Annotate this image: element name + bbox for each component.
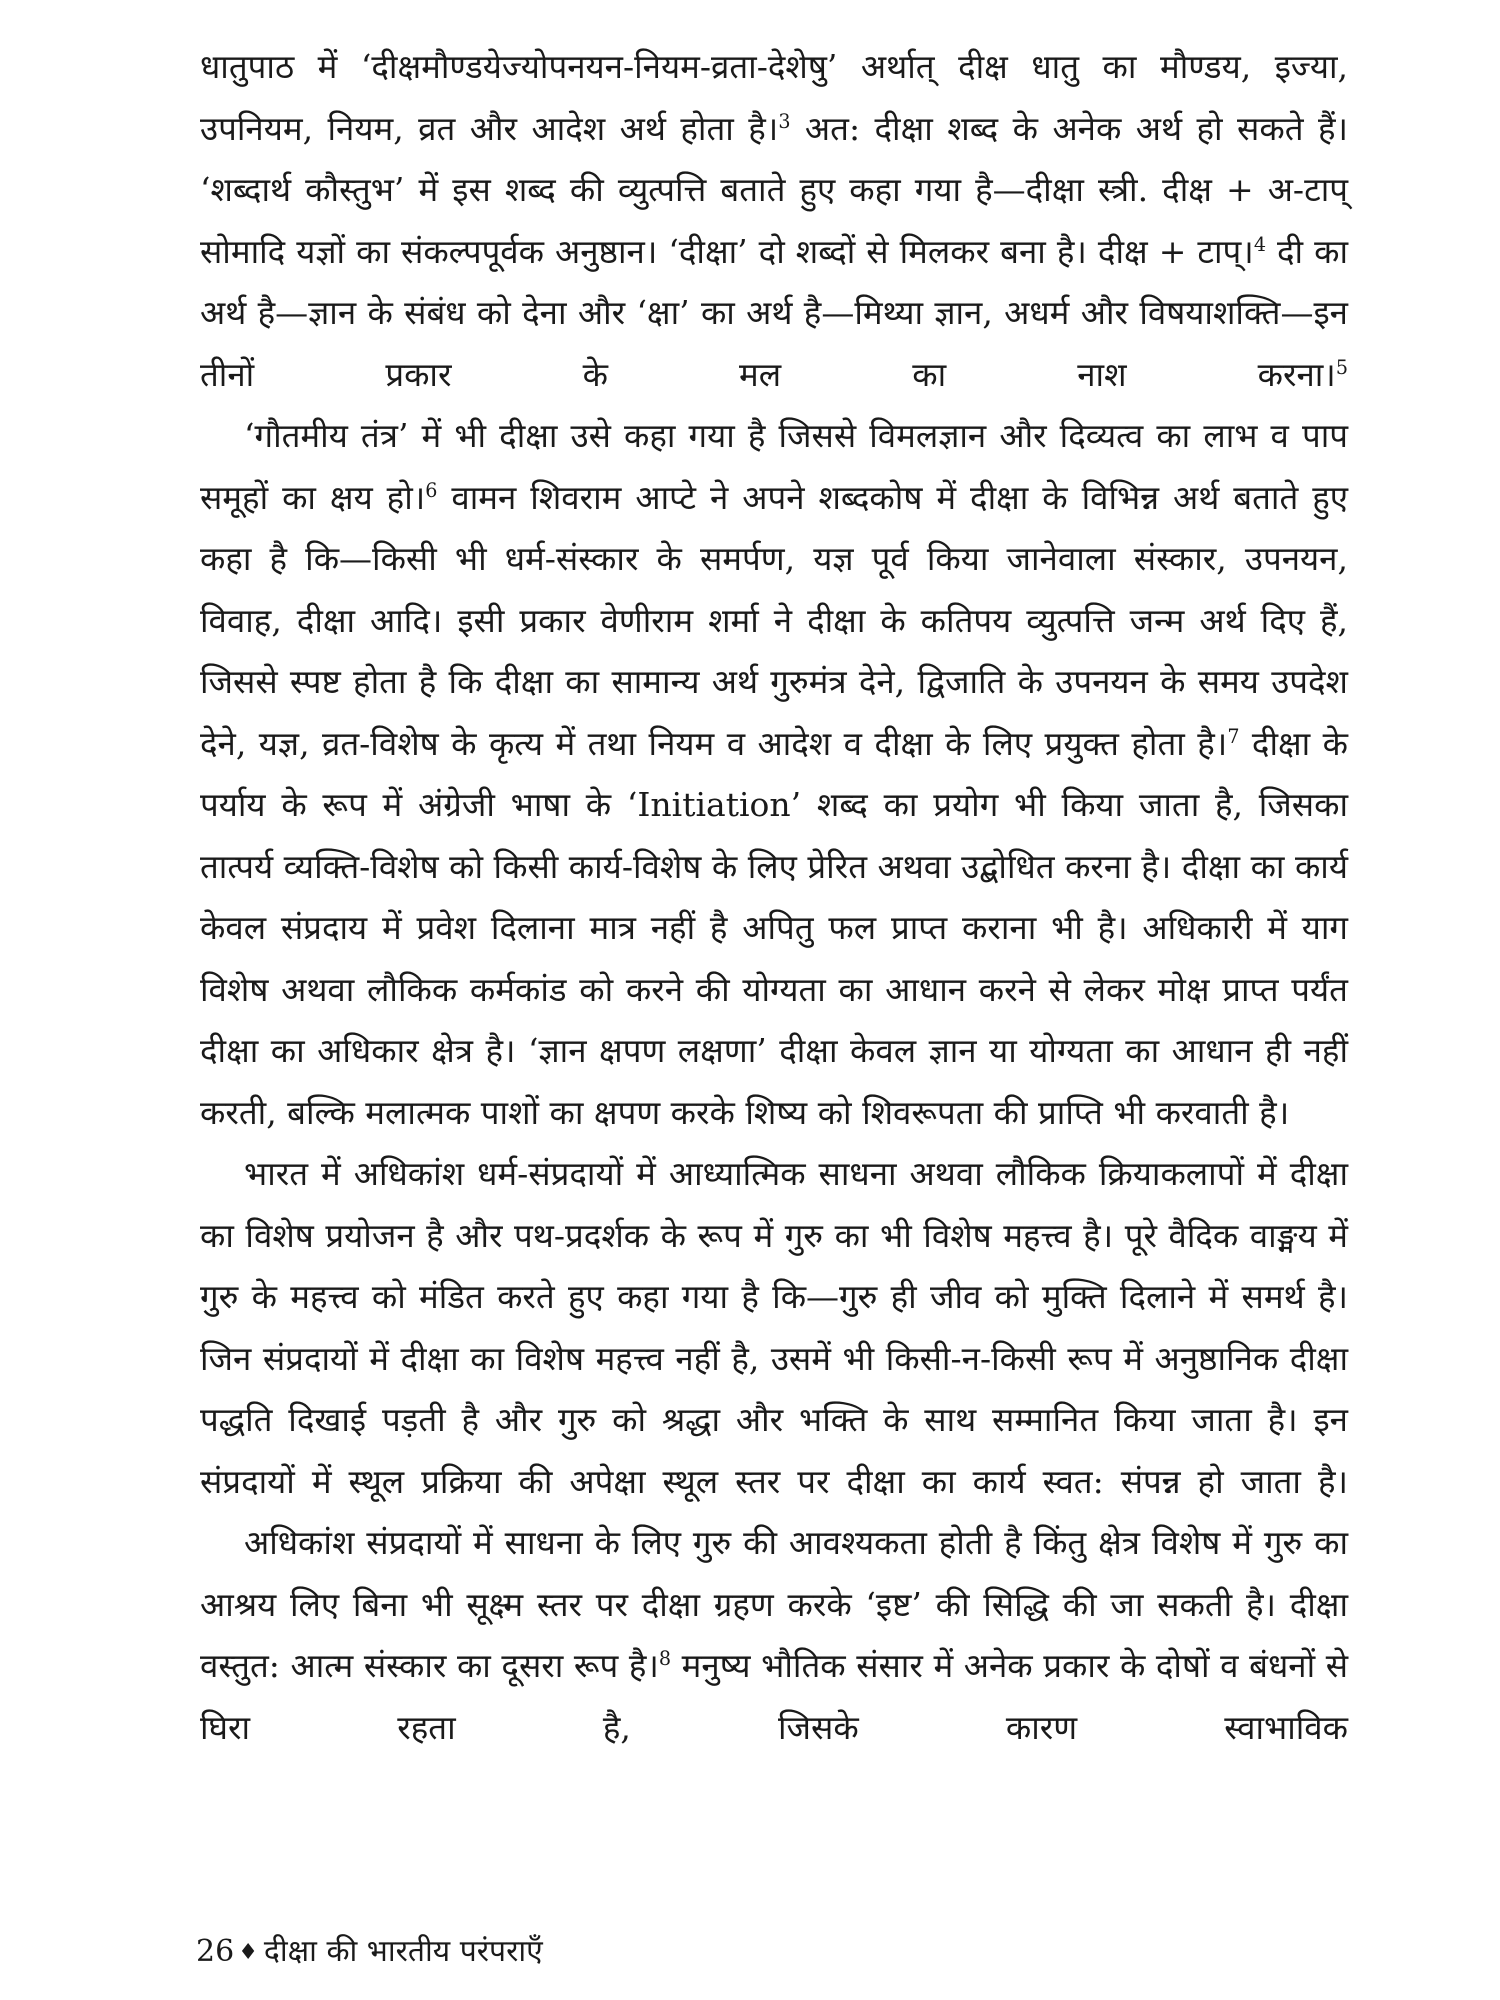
footnote-ref-5: 5 [1335, 355, 1348, 379]
footnote-ref-4: 4 [1253, 232, 1266, 256]
paragraph-text: अधिकांश संप्रदायों में साधना के लिए गुरु की आवश्यकता होती है किंतु क्षेत्र विशेष में गुरु का आश्रय लिए बिना भी सूक्ष्म स्तर पर दीक्षा ग्रहण करके ‘इष्ट’ की सिद्धि की जा सकती है। दीक्षा वस्तुत: आत्म संस्कार का दूसरा रूप है। [200, 1523, 1348, 1685]
paragraph-text: मनुष्य भौतिक संसार में अनेक प्रकार के दोषों व बंधनों से घिरा रहता है, जिसके कारण स्वाभाविक [200, 1646, 1349, 1747]
paragraph-text: ‘गौतमीय तंत्र’ में भी दीक्षा उसे कहा गया है जिससे विमलज्ञान और दिव्यत्व का लाभ व पाप समूहों का क्षय हो। [200, 416, 1348, 517]
paragraph-text: दी का अर्थ है—ज्ञान के संबंध को देना और ‘क्षा’ का अर्थ है—मिथ्या ज्ञान, अधर्म और विषयाशक्ति—इन तीनों प्रकार के मल का नाश करना। [200, 231, 1348, 394]
footnote-ref-3: 3 [778, 109, 791, 133]
paragraph-text: भारत में अधिकांश धर्म-संप्रदायों में आध्यात्मिक साधना अथवा लौकिक क्रियाकलापों में दीक्षा का विशेष प्रयोजन है और पथ-प्रदर्शक के रूप में गुरु का भी विशेष महत्त्व है। पूरे वैदिक वाङ्मय में गुरु के महत्त्व को मंडित करते हुए कहा गया है कि—गुरु ही जीव को मुक्ति दिलाने में समर्थ है। जिन संप्रदायों में दीक्षा का विशेष महत्त्व नहीं है, उसमें भी किसी-न-किसी रूप में अनुष्ठानिक दीक्षा पद्धति दिखाई पड़ती है और गुरु को श्रद्धा और भक्ति के साथ सम्मानित किया जाता है। इन संप्रदायों में स्थूल प्रक्रिया की अपेक्षा स्थूल स्तर पर दीक्षा का कार्य स्वत: संपन्न हो जाता है। [200, 1154, 1348, 1501]
book-title: दीक्षा की भारतीय परंपराएँ [263, 1934, 543, 1969]
paragraph-3 [200, 1143, 1348, 1512]
paragraph-text: वामन शिवराम आप्टे ने अपने शब्दकोष में दीक्षा के विभिन्न अर्थ बताते हुए कहा है कि—किसी भी धर्म-संस्कार के समर्पण, यज्ञ पूर्व किया जानेवाला संस्कार, उपनयन, विवाह, दीक्षा आदि। इसी प्रकार वेणीराम शर्मा ने दीक्षा के कतिपय व्युत्पत्ति जन्म अर्थ दिए हैं, जिससे स्पष्ट होता है कि दीक्षा का सामान्य अर्थ गुरुमंत्र देने, द्विजाति के उपनयन के समय उपदेश देने, यज्ञ, व्रत-विशेष के कृत्य में तथा नियम व आदेश व दीक्षा के लिए प्रयुक्त होता है। [200, 477, 1348, 763]
page-body [200, 36, 1348, 1758]
footnote-ref-6: 6 [425, 478, 438, 502]
paragraph-text: दीक्षा के पर्याय के रूप में अंग्रेजी भाषा के ‘Initiation’ शब्द का प्रयोग भी किया जाता है, जिसका तात्पर्य व्यक्ति-विशेष को किसी कार्य-विशेष के लिए प्रेरित अथवा उद्बोधित करना है। दीक्षा का कार्य केवल संप्रदाय में प्रवेश दिलाना मात्र नहीं है अपितु फल प्राप्त कराना भी है। अधिकारी में याग विशेष अथवा लौकिक कर्मकांड को करने की योग्यता का आधान करने से लेकर मोक्ष प्राप्त पर्यंत दीक्षा का अधिकार क्षेत्र है। ‘ज्ञान क्षपण लक्षणा’ दीक्षा केवल ज्ञान या योग्यता का आधान ही नहीं करती, बल्कि मलात्मक पाशों का क्षपण करके शिष्य को शिवरूपता की प्राप्ति भी करवाती है। [200, 723, 1348, 1132]
footnote-ref-8: 8 [658, 1647, 672, 1670]
paragraph-1 [200, 36, 1348, 405]
paragraph-text: धातुपाठ में ‘दीक्षमौण्डयेज्योपनयन-नियम-व्रता-देशेषु’ अर्थात् दीक्ष धातु का मौण्डय, इज्या, उपनियम, नियम, व्रत और आदेश अर्थ होता है। [200, 47, 1348, 148]
page-number: 26 [196, 1934, 235, 1969]
diamond-icon: ♦ [238, 1940, 258, 1965]
paragraph-4 [200, 1512, 1348, 1758]
paragraph-2 [200, 405, 1348, 1143]
page-footer [196, 1932, 543, 1973]
footnote-ref-7: 7 [1227, 724, 1240, 748]
paragraph-text: अत: दीक्षा शब्द के अनेक अर्थ हो सकते हैं। ‘शब्दार्थ कौस्तुभ’ में इस शब्द की व्युत्पत्ति बताते हुए कहा गया है—दीक्षा स्त्री. दीक्ष + अ-टाप् सोमादि यज्ञों का संकल्पपूर्वक अनुष्ठान। ‘दीक्षा’ दो शब्दों से मिलकर बना है। दीक्ष + टाप्। [200, 108, 1348, 271]
